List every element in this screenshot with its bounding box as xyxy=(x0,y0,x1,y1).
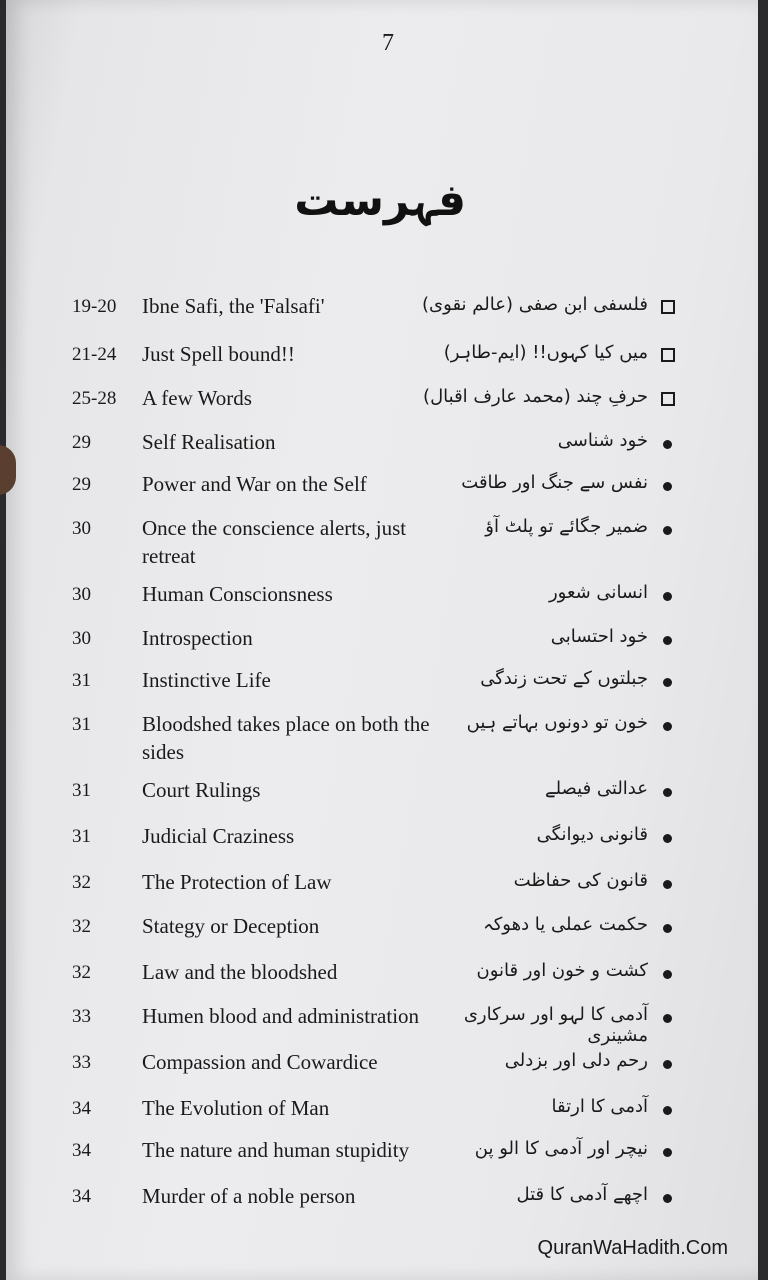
toc-page-number: 34 xyxy=(72,1140,91,1161)
toc-urdu-title: فلسفی ابن صفی (عالم نقوی) xyxy=(422,294,648,315)
toc-urdu-title: جبلتوں کے تحت زندگی xyxy=(480,668,648,689)
toc-page-number: 31 xyxy=(72,714,91,735)
toc-english-title: Murder of a noble person xyxy=(142,1184,356,1208)
toc-urdu-title: ضمیر جگائے تو پلٹ آؤ xyxy=(485,516,648,537)
toc-english-title: The nature and human stupidity xyxy=(142,1138,410,1162)
toc-english-title: Humen blood and administration xyxy=(142,1004,420,1028)
toc-page-number: 31 xyxy=(72,826,91,847)
toc-urdu-title: انسانی شعور xyxy=(548,582,648,603)
toc-urdu-title: خود احتسابی xyxy=(550,626,648,647)
toc-page-number: 32 xyxy=(72,916,91,937)
toc-english-title: Ibne Safi, the 'Falsafi' xyxy=(142,294,325,318)
toc-urdu-title: کشت و خون اور قانون xyxy=(476,960,648,981)
toc-page-number: 30 xyxy=(72,628,91,649)
toc-page-number: 30 xyxy=(72,518,91,539)
bullet-icon xyxy=(663,526,672,535)
toc-page-number: 21-24 xyxy=(72,344,117,365)
toc-english-title: The Protection of Law xyxy=(142,870,332,894)
toc-english-title: Instinctive Life xyxy=(142,668,271,692)
toc-english-title: Judicial Craziness xyxy=(142,824,295,848)
toc-urdu-title: نیچر اور آدمی کا الو پن xyxy=(474,1138,648,1159)
bullet-icon xyxy=(663,788,672,797)
toc-page-number: 25-28 xyxy=(72,388,117,409)
toc-english-title: Introspection xyxy=(142,626,253,650)
toc-urdu-title: میں کیا کہوں!! (ایم-طاہر) xyxy=(443,342,648,363)
toc-page-number: 34 xyxy=(72,1098,91,1119)
toc-english-title: A few Words xyxy=(142,386,252,410)
toc-urdu-title: قانونی دیوانگی xyxy=(536,824,648,845)
bullet-icon xyxy=(663,636,672,645)
toc-urdu-title: حکمت عملی یا دھوکہ xyxy=(483,914,648,935)
checkbox-icon xyxy=(661,300,675,314)
toc-english-title: Bloodshed takes place on both the sides xyxy=(142,712,430,764)
toc-urdu-title: حرفِ چند (محمد عارف اقبال) xyxy=(423,386,648,407)
toc-english-title: Self Realisation xyxy=(142,430,276,454)
toc-english-title: Just Spell bound!! xyxy=(142,342,295,366)
bullet-icon xyxy=(663,1194,672,1203)
toc-urdu-title: اچھے آدمی کا قتل xyxy=(516,1184,648,1205)
toc-urdu-title: خود شناسی xyxy=(557,430,648,451)
checkbox-icon xyxy=(661,392,675,406)
toc-english-title: Court Rulings xyxy=(142,778,261,802)
bullet-icon xyxy=(663,1148,672,1157)
toc-page-number: 29 xyxy=(72,432,91,453)
toc-urdu-title: آدمی کا ارتقا xyxy=(551,1096,648,1117)
toc-page-number: 32 xyxy=(72,872,91,893)
bullet-icon xyxy=(663,1014,672,1023)
toc-english-title: Stategy or Deception xyxy=(142,914,320,938)
toc-urdu-title: رحم دلی اور بزدلی xyxy=(504,1050,648,1071)
toc-urdu-title: خون تو دونوں بہاتے ہیں xyxy=(466,712,648,733)
toc-page-number: 31 xyxy=(72,780,91,801)
toc-urdu-title: نفس سے جنگ اور طاقت xyxy=(461,472,648,493)
toc-page-number: 19-20 xyxy=(72,296,117,317)
bullet-icon xyxy=(663,678,672,687)
toc-page-number: 34 xyxy=(72,1186,91,1207)
bullet-icon xyxy=(663,924,672,933)
bullet-icon xyxy=(663,834,672,843)
toc-english-title: Power and War on the Self xyxy=(142,472,367,496)
toc-english-title: Compassion and Cowardice xyxy=(142,1050,378,1074)
toc-english-title: The Evolution of Man xyxy=(142,1096,330,1120)
bullet-icon xyxy=(663,440,672,449)
bullet-icon xyxy=(663,722,672,731)
toc-english-title: Human Conscionsness xyxy=(142,582,333,606)
book-page xyxy=(6,0,758,1280)
toc-urdu-title: آدمی کا لہو اور سرکاری مشینری xyxy=(463,1004,648,1046)
toc-urdu-title: قانون کی حفاظت xyxy=(513,870,648,891)
toc-page-number: 33 xyxy=(72,1006,91,1027)
page-number: 7 xyxy=(382,30,394,56)
toc-page-number: 31 xyxy=(72,670,91,691)
toc-page-number: 30 xyxy=(72,584,91,605)
toc-page-number: 32 xyxy=(72,962,91,983)
bullet-icon xyxy=(663,1106,672,1115)
toc-urdu-title: عدالتی فیصلے xyxy=(545,778,648,799)
bullet-icon xyxy=(663,1060,672,1069)
toc-english-title: Once the conscience alerts, just retreat xyxy=(142,516,407,568)
bullet-icon xyxy=(663,880,672,889)
bullet-icon xyxy=(663,482,672,491)
watermark: QuranWaHadith.Com xyxy=(537,1237,728,1259)
toc-page-number: 33 xyxy=(72,1052,91,1073)
toc-page-number: 29 xyxy=(72,474,91,495)
page-title: فہرست xyxy=(294,175,466,226)
checkbox-icon xyxy=(661,348,675,362)
bullet-icon xyxy=(663,592,672,601)
toc-english-title: Law and the bloodshed xyxy=(142,960,338,984)
bullet-icon xyxy=(663,970,672,979)
